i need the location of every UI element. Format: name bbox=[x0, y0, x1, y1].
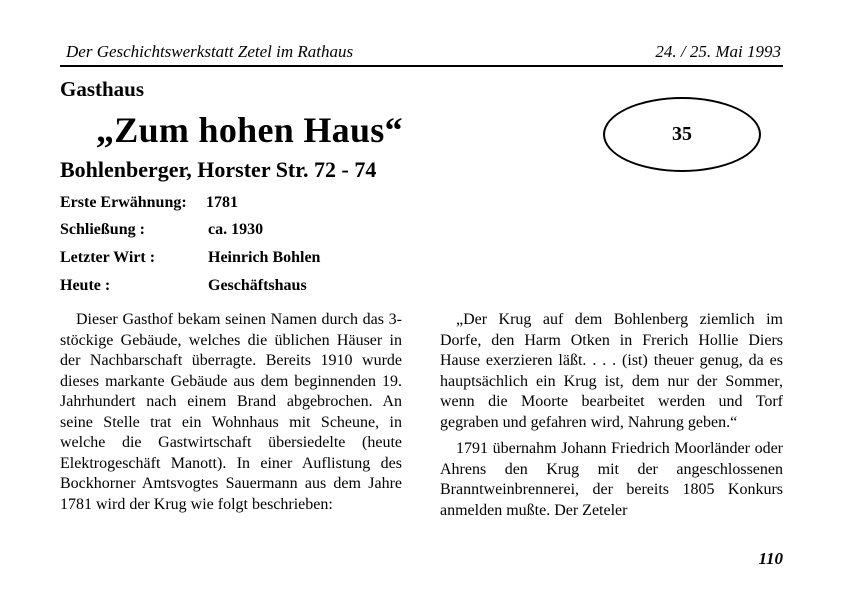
fact-row-today bbox=[60, 276, 307, 296]
fact-row-last-host bbox=[60, 248, 321, 268]
page-number: 110 bbox=[758, 549, 783, 568]
fact-value: Geschäftshaus bbox=[208, 277, 307, 294]
header-left-text: Der Geschichtswerkstatt Zetel im Rathaus bbox=[66, 42, 354, 61]
fact-label: Heute : bbox=[60, 277, 111, 294]
fact-row-first-mention bbox=[60, 193, 238, 213]
quote-paragraph: „Der Krug auf dem Bohlenberg ziemlich im Dorfe, den Harm Otken in Frerich Hollie Diers Hause exerzieren läßt. . . . (ist) theuer genug, da es hauptsächlich ein Krug ist, dem nur der Sommer, wenn die Moorte bearbeitet werden und Torf gegraben und gefahren wird, Nahrung geben.“ bbox=[440, 311, 783, 431]
body-column-left bbox=[60, 310, 402, 515]
body-paragraph: 1791 übernahm Johann Friedrich Moorländer oder Ahrens den Krug mit der angeschlossenen Branntweinbrennerei, der bereits 1805 Konkurs anmelden mußte. Der Zeteler bbox=[440, 440, 783, 519]
entry-number-badge bbox=[603, 97, 761, 172]
header-date: 24. / 25. Mai 1993 bbox=[655, 42, 781, 61]
body-paragraph: Dieser Gasthof bekam seinen Namen durch das 3-stöckige Gebäude, welches die üblichen Häuser in der Nachbarschaft überragte. Bereits 1910 wurde dieses markante Gebäude aus dem beginnenden 19. Jahrhundert nach einem Brand abgebrochen. An seine Stelle trat ein Wohnhaus mit Scheune, in welche die Gastwirtschaft übersiedelte (heute Elektrogeschäft Manott). In einer Auflistung des Bockhorner Amtsvogtes Sauermann aus dem Jahre 1781 wird der Krug wie folgt beschrieben: bbox=[60, 311, 402, 513]
fact-value: ca. 1930 bbox=[208, 221, 264, 238]
fact-label: Schließung : bbox=[60, 221, 145, 238]
address-line: Bohlenberger, Horster Str. 72 - 74 bbox=[60, 157, 377, 182]
fact-label: Erste Erwähnung: bbox=[60, 194, 187, 211]
fact-label: Letzter Wirt : bbox=[60, 249, 156, 266]
fact-value: 1781 bbox=[206, 194, 238, 211]
body-column-right bbox=[440, 310, 783, 521]
page-title: „Zum hohen Haus“ bbox=[96, 110, 403, 150]
section-kicker: Gasthaus bbox=[60, 77, 145, 101]
fact-row-closing bbox=[60, 220, 264, 240]
entry-number: 35 bbox=[672, 123, 692, 145]
fact-value: Heinrich Bohlen bbox=[208, 249, 321, 266]
header-rule bbox=[60, 65, 783, 67]
